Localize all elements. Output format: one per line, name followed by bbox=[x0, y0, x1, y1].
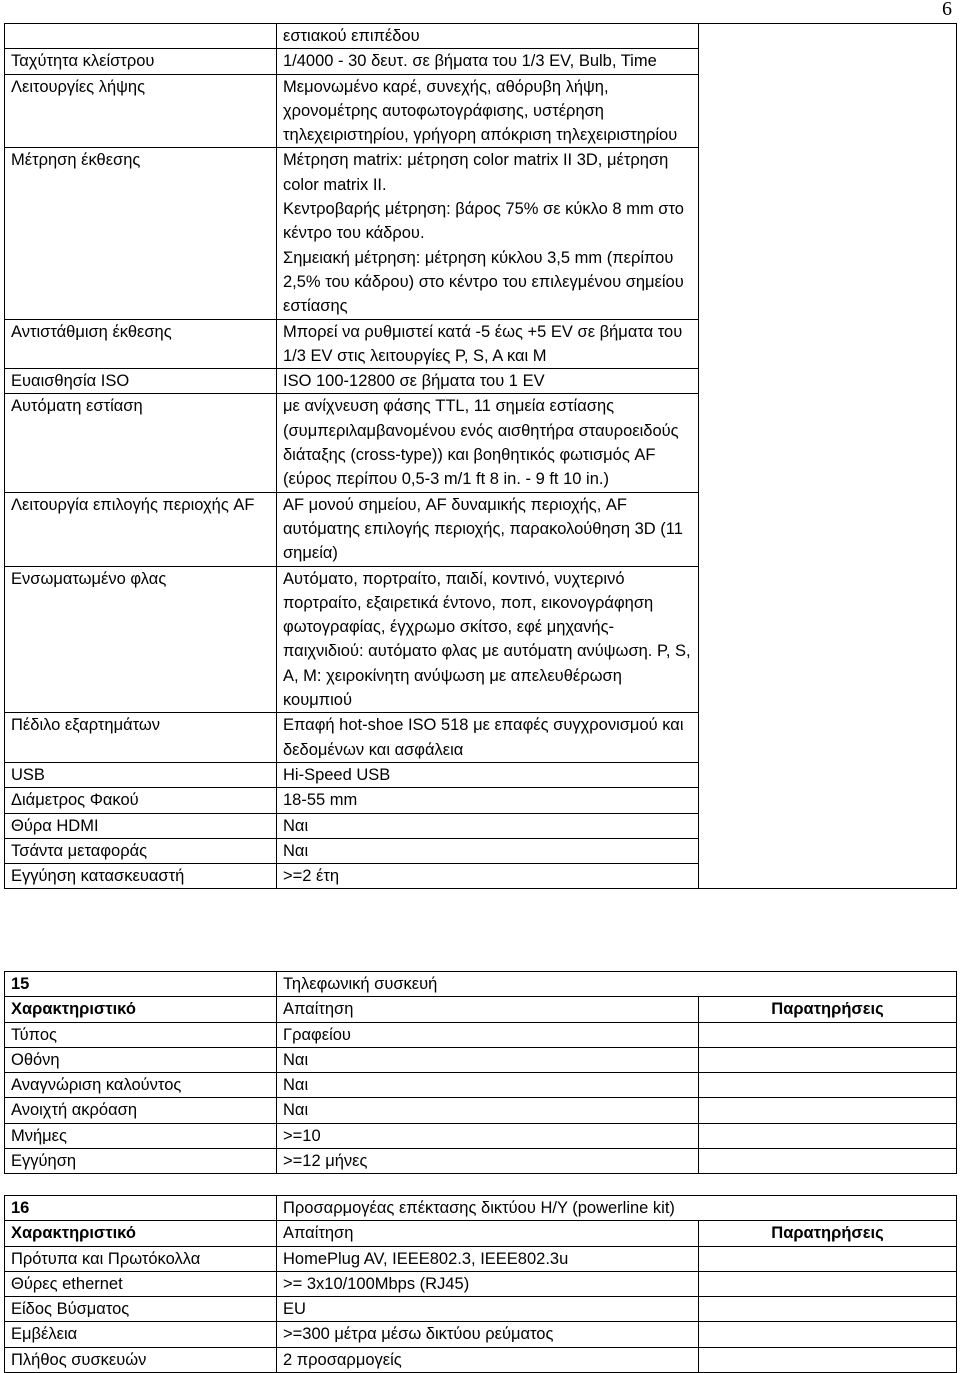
camera-spec-table bbox=[4, 23, 957, 889]
feature-cell: Οθόνη bbox=[5, 1047, 277, 1072]
table-header-row bbox=[5, 1221, 957, 1246]
table-number: 16 bbox=[5, 1196, 277, 1221]
notes-cell bbox=[699, 1047, 957, 1072]
requirement-cell: EU bbox=[277, 1297, 699, 1322]
requirement-cell: >= 3x10/100Mbps (RJ45) bbox=[277, 1271, 699, 1296]
feature-cell: Εγγύηση κατασκευαστή bbox=[5, 864, 277, 889]
header-notes: Παρατηρήσεις bbox=[699, 997, 957, 1022]
feature-cell: Αναγνώριση καλούντος bbox=[5, 1073, 277, 1098]
feature-cell: Τύπος bbox=[5, 1022, 277, 1047]
feature-cell: USB bbox=[5, 762, 277, 787]
feature-cell: Αυτόματη εστίαση bbox=[5, 394, 277, 492]
feature-cell: Ανοιχτή ακρόαση bbox=[5, 1098, 277, 1123]
notes-cell bbox=[699, 1073, 957, 1098]
requirement-cell: 2 προσαρμογείς bbox=[277, 1347, 699, 1372]
feature-cell: Λειτουργίες λήψης bbox=[5, 74, 277, 148]
requirement-cell: Γραφείου bbox=[277, 1022, 699, 1047]
table-title: Τηλεφωνική συσκευή bbox=[277, 972, 957, 997]
table-row bbox=[5, 1098, 957, 1123]
header-requirement: Απαίτηση bbox=[277, 997, 699, 1022]
notes-cell bbox=[699, 1347, 957, 1372]
table-row bbox=[5, 1123, 957, 1148]
requirement-cell: >=12 μήνες bbox=[277, 1149, 699, 1174]
feature-cell: Θύρα HDMI bbox=[5, 813, 277, 838]
header-notes: Παρατηρήσεις bbox=[699, 1221, 957, 1246]
feature-cell: Αντιστάθμιση έκθεσης bbox=[5, 319, 277, 369]
requirement-cell: >=300 μέτρα μέσω δικτύου ρεύματος bbox=[277, 1322, 699, 1347]
requirement-cell: Επαφή hot-shoe ISO 518 με επαφές συγχρονισμού και δεδομένων και ασφάλεια bbox=[277, 713, 699, 763]
feature-cell: Τσάντα μεταφοράς bbox=[5, 838, 277, 863]
feature-cell: Πλήθος συσκευών bbox=[5, 1347, 277, 1372]
requirement-cell: 1/4000 - 30 δευτ. σε βήματα του 1/3 EV, Bulb, Time bbox=[277, 49, 699, 74]
requirement-cell: AF μονού σημείου, AF δυναμικής περιοχής, AF αυτόματης επιλογής περιοχής, παρακολούθηση 3D (11 σημεία) bbox=[277, 492, 699, 566]
requirement-cell: εστιακού επιπέδου bbox=[277, 24, 699, 49]
table-row bbox=[5, 1297, 957, 1322]
requirement-cell: Αυτόματο, πορτραίτο, παιδί, κοντινό, νυχτερινό πορτραίτο, εξαιρετικά έντονο, ποπ, εικονογράφηση φωτογραφίας, έγχρωμο σκίτσο, εφέ μηχανής-παιχνιδιού: αυτόματο φλας με αυτόματη ανύψωση. P, S, A, M: χειροκίνητη ανύψωση με απελευθέρωση κουμπιού bbox=[277, 566, 699, 713]
notes-cell bbox=[699, 1149, 957, 1174]
notes-cell bbox=[699, 1322, 957, 1347]
feature-cell: Μνήμες bbox=[5, 1123, 277, 1148]
feature-cell: Είδος Βύσματος bbox=[5, 1297, 277, 1322]
requirement-cell: >=10 bbox=[277, 1123, 699, 1148]
feature-cell: Εγγύηση bbox=[5, 1149, 277, 1174]
notes-cell bbox=[699, 1123, 957, 1148]
phone-spec-table bbox=[4, 971, 957, 1174]
table-row bbox=[5, 1271, 957, 1296]
table-title-row bbox=[5, 1196, 957, 1221]
notes-cell bbox=[699, 1098, 957, 1123]
feature-cell: Διάμετρος Φακού bbox=[5, 788, 277, 813]
table-row bbox=[5, 1149, 957, 1174]
notes-cell bbox=[699, 1271, 957, 1296]
requirement-cell: Μέτρηση matrix: μέτρηση color matrix II 3D, μέτρηση color matrix II. Κεντροβαρής μέτρηση: βάρος 75% σε κύκλο 8 mm στο κέντρο του κάδρου. Σημειακή μέτρηση: μέτρηση κύκλου 3,5 mm (περίπου 2,5% του κάδρου) στο κέντρο του επιλεγμένου σημείου εστίασης bbox=[277, 148, 699, 319]
feature-cell: Πέδιλο εξαρτημάτων bbox=[5, 713, 277, 763]
feature-cell: Λειτουργία επιλογής περιοχής AF bbox=[5, 492, 277, 566]
table-row bbox=[5, 1347, 957, 1372]
requirement-cell: ISO 100-12800 σε βήματα του 1 EV bbox=[277, 369, 699, 394]
requirement-cell: Ναι bbox=[277, 813, 699, 838]
table-row bbox=[5, 1073, 957, 1098]
table-row bbox=[5, 1047, 957, 1072]
table-title: Προσαρμογέας επέκτασης δικτύου Η/Υ (powerline kit) bbox=[277, 1196, 957, 1221]
page-number: 6 bbox=[942, 0, 952, 20]
requirement-cell: HomePlug AV, IEEE802.3, IEEE802.3u bbox=[277, 1246, 699, 1271]
requirement-cell: Ναι bbox=[277, 1047, 699, 1072]
header-feature: Χαρακτηριστικό bbox=[5, 1221, 277, 1246]
requirement-cell: Hi-Speed USB bbox=[277, 762, 699, 787]
feature-cell: Θύρες ethernet bbox=[5, 1271, 277, 1296]
feature-cell: Πρότυπα και Πρωτόκολλα bbox=[5, 1246, 277, 1271]
feature-cell: Ευαισθησία ISO bbox=[5, 369, 277, 394]
requirement-cell: Μπορεί να ρυθμιστεί κατά -5 έως +5 EV σε βήματα του 1/3 EV στις λειτουργίες P, S, A και M bbox=[277, 319, 699, 369]
feature-cell: Ταχύτητα κλείστρου bbox=[5, 49, 277, 74]
table-row bbox=[5, 24, 957, 49]
requirement-cell: Ναι bbox=[277, 1098, 699, 1123]
notes-cell bbox=[699, 1022, 957, 1047]
requirement-cell: Ναι bbox=[277, 1073, 699, 1098]
table-number: 15 bbox=[5, 972, 277, 997]
powerline-spec-table bbox=[4, 1195, 957, 1373]
notes-cell bbox=[699, 24, 957, 889]
table-header-row bbox=[5, 997, 957, 1022]
notes-cell bbox=[699, 1246, 957, 1271]
feature-cell: Ενσωματωμένο φλας bbox=[5, 566, 277, 713]
feature-cell bbox=[5, 24, 277, 49]
table-title-row bbox=[5, 972, 957, 997]
requirement-cell: 18-55 mm bbox=[277, 788, 699, 813]
header-feature: Χαρακτηριστικό bbox=[5, 997, 277, 1022]
table-row bbox=[5, 1022, 957, 1047]
requirement-cell: Μεμονωμένο καρέ, συνεχής, αθόρυβη λήψη, χρονομέτρης αυτοφωτογράφισης, υστέρηση τηλεχειριστηρίου, γρήγορη απόκριση τηλεχειριστηρίου bbox=[277, 74, 699, 148]
notes-cell bbox=[699, 1297, 957, 1322]
requirement-cell: Ναι bbox=[277, 838, 699, 863]
requirement-cell: >=2 έτη bbox=[277, 864, 699, 889]
feature-cell: Εμβέλεια bbox=[5, 1322, 277, 1347]
table-row bbox=[5, 1246, 957, 1271]
requirement-cell: με ανίχνευση φάσης TTL, 11 σημεία εστίασης (συμπεριλαμβανομένου ενός αισθητήρα σταυροειδούς διάταξης (cross-type)) και βοηθητικός φωτισμός AF (εύρος περίπου 0,5-3 m/1 ft 8 in. - 9 ft 10 in.) bbox=[277, 394, 699, 492]
header-requirement: Απαίτηση bbox=[277, 1221, 699, 1246]
feature-cell: Μέτρηση έκθεσης bbox=[5, 148, 277, 319]
table-row bbox=[5, 1322, 957, 1347]
